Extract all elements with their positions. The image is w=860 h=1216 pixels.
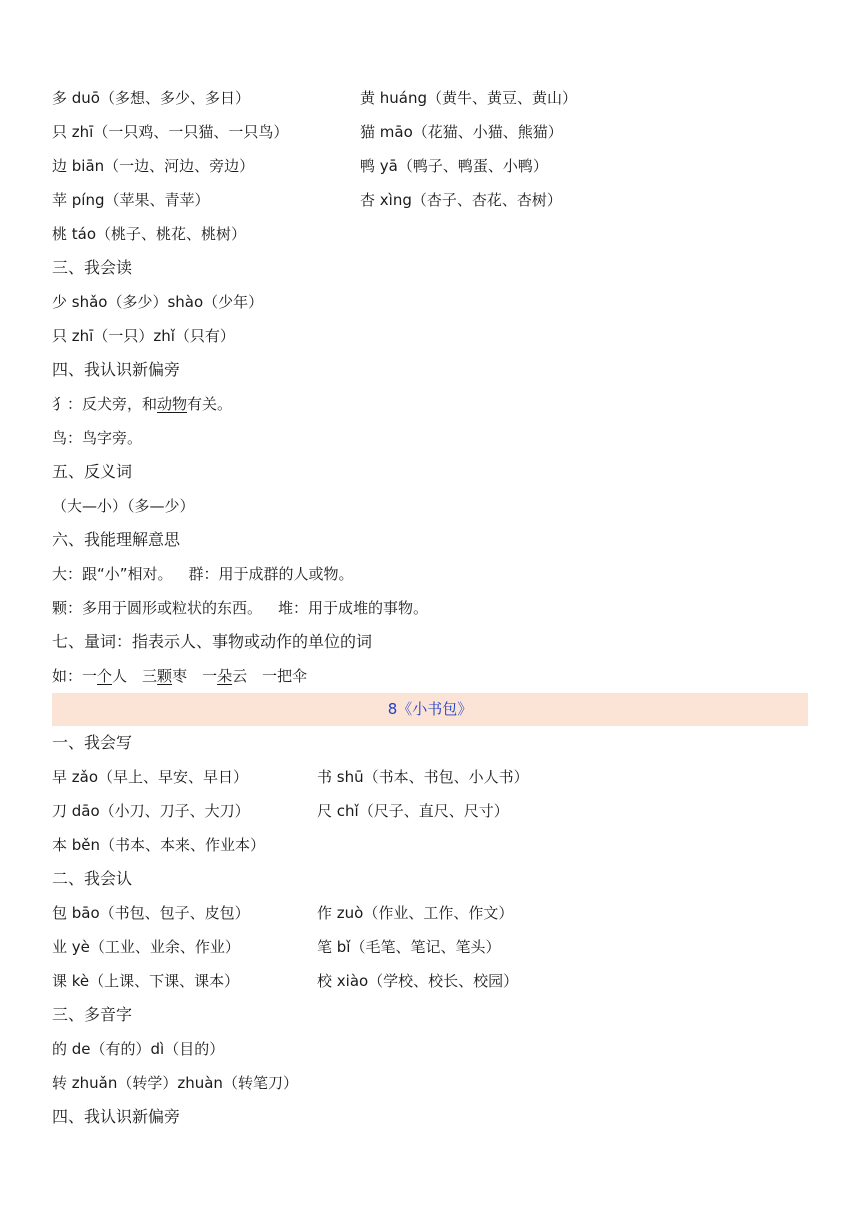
word-entry: 黄 huáng（黄牛、黄豆、黄山） xyxy=(360,89,578,107)
recognize-word-row xyxy=(52,896,808,930)
word-entry: 业 yè（工业、业余、作业） xyxy=(52,938,240,956)
recognize-word-row xyxy=(52,964,808,998)
section-heading: 三、多音字 xyxy=(52,1005,133,1024)
underlined-word: 动物 xyxy=(157,395,188,413)
word-entry: 刀 dāo（小刀、刀子、大刀） xyxy=(52,802,250,820)
word-entry: 桃 táo（桃子、桃花、桃树） xyxy=(52,225,247,243)
write-word-row xyxy=(52,794,808,828)
word-entry: 书 shū（书本、书包、小人书） xyxy=(317,768,529,786)
word-entry: 杏 xìng（杏子、杏花、杏树） xyxy=(360,191,562,209)
lesson-title-banner: 8《小书包》 xyxy=(52,693,808,726)
write-word-row xyxy=(52,760,808,794)
meaning-entry: 颗：多用于圆形或粒状的东西。 堆：用于成堆的事物。 xyxy=(52,599,429,617)
word-entry: 包 bāo（书包、包子、皮包） xyxy=(52,904,250,922)
polyphone-entry: 只 zhī（一只）zhǐ（只有） xyxy=(52,327,235,345)
radical-entry: 鸟：鸟字旁。 xyxy=(52,429,143,447)
write-word-row xyxy=(52,81,808,115)
write-word-row xyxy=(52,183,808,217)
word-entry: 苹 píng（苹果、青苹） xyxy=(52,191,210,209)
section-heading: 六、我能理解意思 xyxy=(52,530,181,549)
polyphone-entry: 转 zhuǎn（转学）zhuàn（转笔刀） xyxy=(52,1074,298,1092)
word-entry: 早 zǎo（早上、早安、早日） xyxy=(52,768,249,786)
word-entry: 边 biān（一边、河边、旁边） xyxy=(52,157,255,175)
word-entry: 笔 bǐ（毛笔、笔记、笔头） xyxy=(317,938,501,956)
antonym-entry: （大—小）（多—少） xyxy=(52,497,195,515)
section-heading: 四、我认识新偏旁 xyxy=(52,360,181,379)
underlined-word: 颗 xyxy=(157,667,173,685)
word-entry: 校 xiào（学校、校长、校园） xyxy=(317,972,519,990)
radical-entry: 犭：反犬旁，和动物有关。 xyxy=(52,395,233,413)
document-page xyxy=(52,81,808,1134)
section-heading: 三、我会读 xyxy=(52,258,133,277)
polyphone-entry: 的 de（有的）dì（目的） xyxy=(52,1040,225,1058)
word-entry: 作 zuò（作业、工作、作文） xyxy=(317,904,514,922)
word-entry: 鸭 yā（鸭子、鸭蛋、小鸭） xyxy=(360,157,548,175)
measure-word-example: 如：一个人 三颗枣 一朵云 一把伞 xyxy=(52,667,308,685)
meaning-entry: 大：跟“小”相对。 群：用于成群的人或物。 xyxy=(52,565,354,583)
word-entry: 尺 chǐ（尺子、直尺、尺寸） xyxy=(317,802,509,820)
recognize-word-row xyxy=(52,930,808,964)
section-heading: 四、我认识新偏旁 xyxy=(52,1107,181,1126)
section-heading: 五、反义词 xyxy=(52,462,133,481)
write-word-row xyxy=(52,149,808,183)
underlined-word: 朵 xyxy=(217,667,233,685)
section-heading: 七、量词：指表示人、事物或动作的单位的词 xyxy=(52,632,373,651)
word-entry: 本 běn（书本、本来、作业本） xyxy=(52,836,266,854)
section-heading: 一、我会写 xyxy=(52,733,133,752)
word-entry: 多 duō（多想、多少、多日） xyxy=(52,89,250,107)
word-entry: 课 kè（上课、下课、课本） xyxy=(52,972,240,990)
write-word-row xyxy=(52,115,808,149)
word-entry: 猫 māo（花猫、小猫、熊猫） xyxy=(360,123,563,141)
word-entry: 只 zhī（一只鸡、一只猫、一只鸟） xyxy=(52,123,289,141)
underlined-word: 个 xyxy=(97,667,113,685)
section-heading: 二、我会认 xyxy=(52,869,133,888)
polyphone-entry: 少 shǎo（多少）shào（少年） xyxy=(52,293,264,311)
